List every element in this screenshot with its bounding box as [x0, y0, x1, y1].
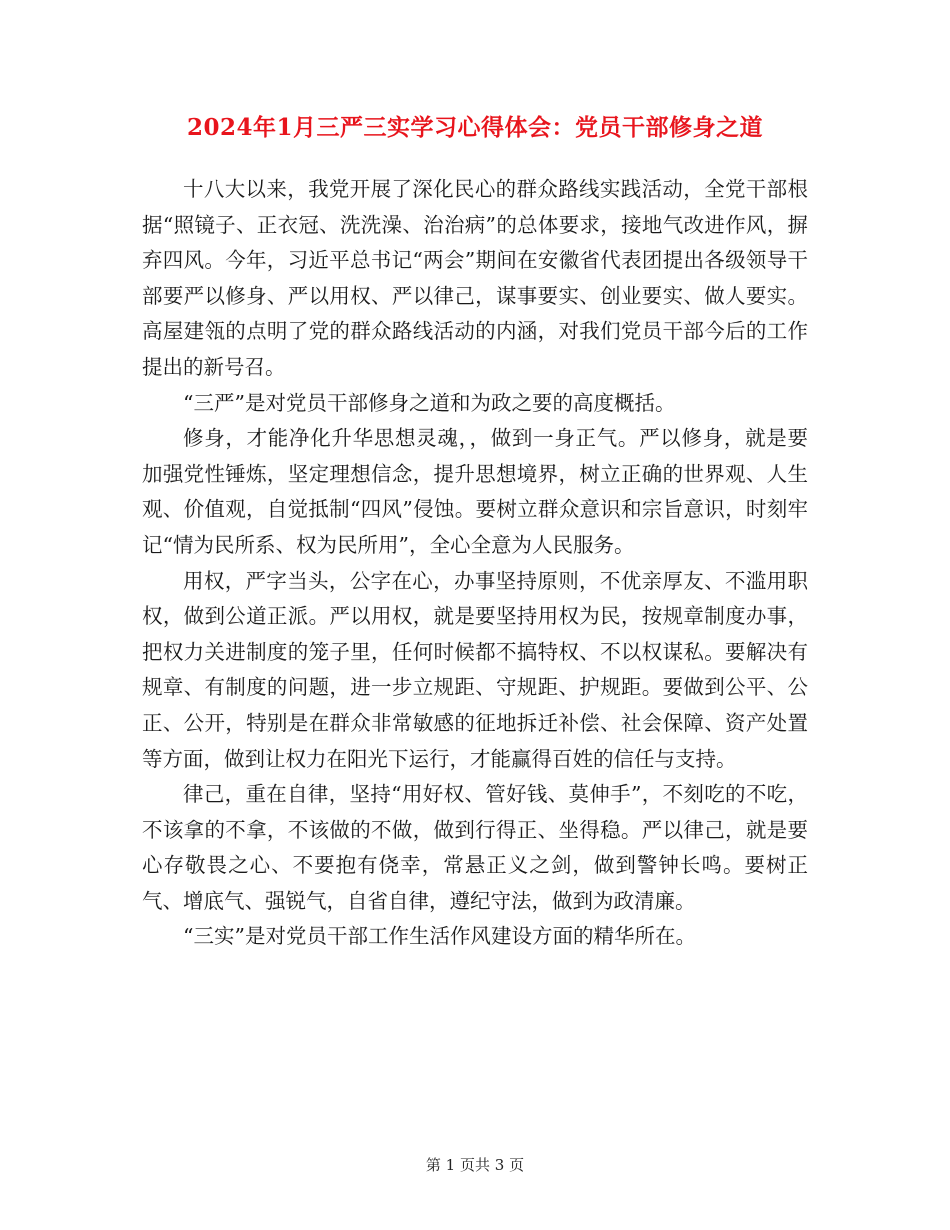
paragraph: 十八大以来，我党开展了深化民心的群众路线实践活动，全党干部根据“照镜子、正衣冠、洗洗澡、治治病”的总体要求，接地气改进作风，摒弃四风。今年，习近平总书记“两会”期间在安徽省代表团提出各级领导干部要严以修身、严以用权、严以律己，谋事要实、创业要实、做人要实。高屋建瓴的点明了党的群众路线活动的内涵，对我们党员干部今后的工作提出的新号召。: [142, 177, 808, 379]
paragraph: “三严”是对党员干部修身之道和为政之要的高度概括。: [183, 390, 676, 415]
document-body: [142, 172, 808, 955]
paragraph: 修身，才能净化升华思想灵魂，，做到一身正气。严以修身，就是要加强党性锤炼，坚定理想信念，提升思想境界，树立正确的世界观、人生观、价值观，自觉抵制“四风”侵蚀。要树立群众意识和宗旨意识，时刻牢记“情为民所系、权为民所用”，全心全意为人民服务。: [142, 426, 808, 557]
document-title: 2024年1月三严三实学习心得体会：党员干部修身之道: [186, 114, 764, 141]
paragraph: “三实”是对党员干部工作生活作风建设方面的精华所在。: [183, 924, 696, 949]
paragraph: 律己，重在自律，坚持“用好权、管好钱、莫伸手”，不刻吃的不吃，不该拿的不拿，不该做的不做，做到行得正、坐得稳。严以律己，就是要心存敬畏之心、不要抱有侥幸，常悬正义之剑，做到警钟长鸣。要树正气、增底气、强锐气，自省自律，遵纪守法，做到为政清廉。: [142, 782, 808, 913]
page-footer: 第 1 页共 3 页: [425, 1156, 525, 1174]
paragraph: 用权，严字当头，公字在心，办事坚持原则，不优亲厚友、不滥用职权，做到公道正派。严以用权，就是要坚持用权为民，按规章制度办事，把权力关进制度的笼子里，任何时候都不搞特权、不以权谋私。要解决有规章、有制度的问题，进一步立规距、守规距、护规距。要做到公平、公正、公开，特别是在群众非常敏感的征地拆迁补偿、社会保障、资产处置等方面，做到让权力在阳光下运行，才能赢得百姓的信任与支持。: [142, 568, 808, 771]
